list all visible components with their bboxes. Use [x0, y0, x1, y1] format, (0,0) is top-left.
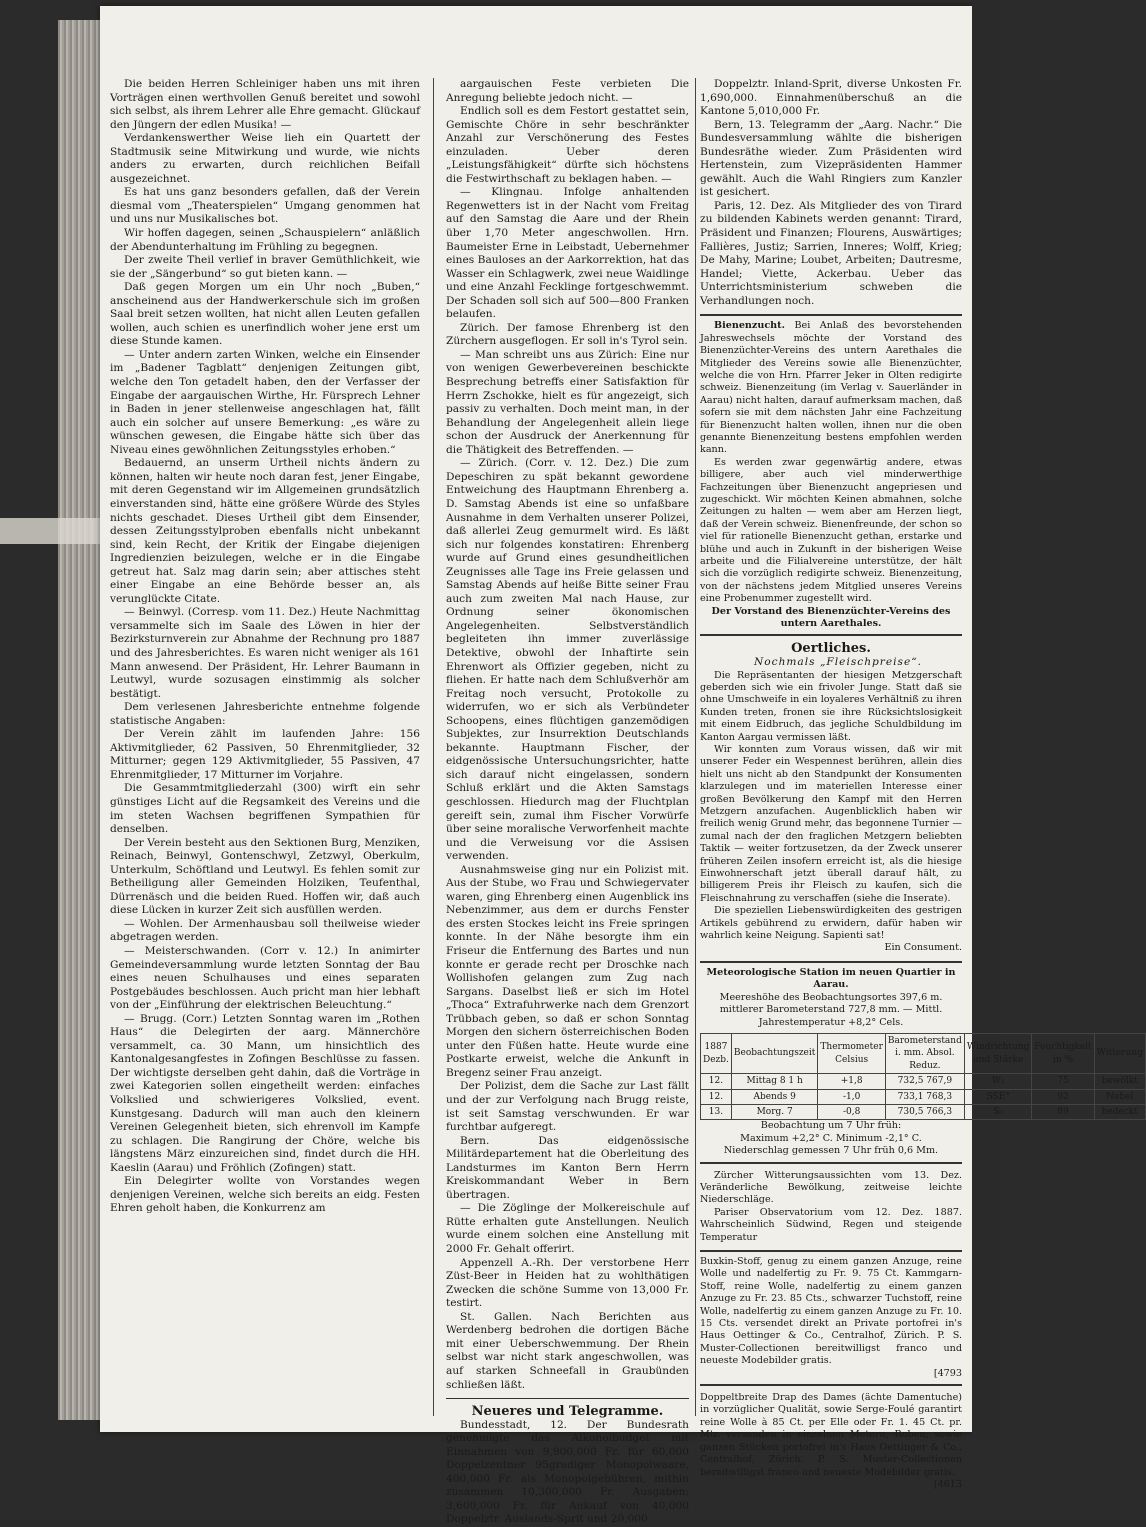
paragraph: — Brugg. (Corr.) Letzten Sonntag waren im „Rothen Haus“ die Delegirten der aarg. Männerchöre versammelt, ca. 30 Mann, um hinsichtlich des Kantonalgesangfestes in Zofingen Beschlüsse zu fassen. Der wichtigste derselben geht dahin, daß die Vorträge in zwei Kategorien sollen eingetheilt werden: einfaches Volkslied und schwierigeres Volkslied, event. Kunstgesang. Dadurch will man auch den kleinern Vereinen Gelegenheit bieten, sich ehrenvoll im Kampfe zu schlagen. Die Rangirung der Chöre, welche bis längstens März einzureichen sind, findet durch die HH. Kaeslin (Aarau) und Fröhlich (Zofingen) statt. [110, 1012, 420, 1174]
column-3 [700, 78, 1143, 1491]
advertisement-1 [700, 1250, 962, 1386]
meteo-table [700, 1033, 1146, 1120]
paragraph: — Klingnau. Infolge anhaltenden Regenwetters ist in der Nacht vom Freitag auf den Samstag die Aare und der Rhein über 1,70 Meter angeschwollen. Hrn. Baumeister Erne in Leibstadt, Uebernehmer eines Bauloses an der Aarkorrektion, hat das Wasser ein Schlagwerk, zwei neue Waidlinge und eine Anzahl Fecklinge fortgeschwemmt. Der Schaden soll sich auf 500—800 Franken belaufen. [446, 186, 689, 321]
col-header: Witterung [1094, 1033, 1145, 1073]
col-header: Barometerstand i. mm. Absol. Reduz. [885, 1033, 964, 1073]
paragraph: Der Polizist, dem die Sache zur Last fällt und der zur Verfolgung nach Brugg reiste, ist seit Samstag verschwunden. Er war furchtbar aufgeregt. [446, 1080, 689, 1134]
cell: 12. [701, 1074, 732, 1089]
col-header: Windrichtung und Stärke [964, 1033, 1032, 1073]
col-header: 1887 Dezb. [701, 1033, 732, 1073]
advertisement-2 [700, 1392, 962, 1491]
oertliches-signature: Ein Consument. [884, 942, 962, 954]
cell: Mittag 8 1 h [731, 1074, 817, 1089]
cell: -1,0 [818, 1089, 886, 1104]
paragraph: — Zürich. (Corr. v. 12. Dez.) Die zum Depeschiren zu spät bekannt gewordene Entweichung des Hauptmann Ehrenberg a. D. Samstag Abends ist eine so unfaßbare Ausnahme in dem Verhalten unserer Polizei, daß allerlei Zeug gemurmelt wird. Es läßt sich nur folgendes konstatiren: Ehrenberg wurde auf Grund eines gesundheitlichen Zeugnisses alle Tage ins Freie gelassen und Samstag Abends auf heiße Bitte seiner Frau auch zum zweiten Mal nach Hause, zur Ordnung seiner ökonomischen Angelegenheiten. Selbstverständlich begleiteten ihn immer zuverlässige Detektive, obwohl der Inhaftirte sein Ehrenwort als Offizier gegeben, nicht zu fliehen. Er hatte nach dem Schlußverhör am Freitag noch versucht, Protokolle zu widerrufen, wo er sich als Verbündeter Schoopens, eines flüchtigen ganzemödigen Subjektes, zur Insurrektion Deutschlands bekannte. Hauptmann Fischer, der eidgenössische Untersuchungsrichter, hatte sich darauf nicht eingelassen, sondern Schluß erklärt und die Akten Samstags geschlossen. Hiedurch mag der Fluchtplan gereift sein, zumal ihm Fischer Vorwürfe über seine moralische Verworfenheit machte und die Verweisung vor die Assisen verwenden. [446, 457, 689, 863]
oertliches-body [700, 670, 962, 955]
table-row [701, 1089, 1146, 1104]
cell: Nebel [1094, 1089, 1145, 1104]
ad-number: [4793 [933, 1367, 962, 1379]
paragraph: aargauischen Feste verbieten Die Anregung beliebte jedoch nicht. — [446, 78, 689, 104]
paragraph: Dem verlesenen Jahresberichte entnehme folgende statistische Angaben: [110, 701, 420, 727]
meteo-foot: Beobachtung um 7 Uhr früh: [760, 1120, 902, 1132]
oertliches-heading: Oertliches. [791, 641, 871, 657]
paragraph: Ausnahmsweise ging nur ein Polizist mit. Aus der Stube, wo Frau und Schwiegervater waren, ging Ehrenberg einen Augenblick ins Nebenzimmer, aus dem er durchs Fenster des ersten Stockes leicht ins Freie springen konnte. In der Nähe besorgte ihm ein Friseur die Entfernung des Bartes und nun konnte er gerade recht per Droschke nach Wollishofen gelangen zum Zug nach Sargans. Daselbst ließ er sich im Hotel „Thoca“ Extrafuhrwerke nach dem Grenzort Trübbach geben, so daß er schon Sonntag Morgen den sichern österreichischen Boden unter den Füßen hatte. Heute wurde eine Postkarte erweist, welche die Ankunft in Bregenz seiner Frau anzeigt. [446, 863, 689, 1079]
divider [446, 1398, 689, 1399]
paragraph: — Unter andern zarten Winken, welche ein Einsender im „Badener Tagblatt“ denjenigen Zeitungen gibt, welche den Ton getadelt haben, den der Verfasser der Eingabe der aargauischen Wirthe, Hr. Fürsprech Lehner in Baden in jener stellenweise angeschlagen hat, fällt auch ein solcher auf unsere Bemerkung: „es wäre zu wünschen gewesen, die Eingabe hätte sich über das Niveau eines gewöhnlichen Zeitungsstyles erhoben.“ [110, 348, 420, 456]
cell: 89 [1032, 1104, 1094, 1119]
cell: 733,1 768,3 [885, 1089, 964, 1104]
cell: 92 [1032, 1089, 1094, 1104]
paragraph: Die Repräsentanten der hiesigen Metzgerschaft geberden sich wie ein frivoler Junge. Statt daß sie ohne Umschweife in ein loyaleres Verhältniß zu ihren Kunden treten, fronen sie ihre Rücksichtslosigkeit mit einem Eidbruch, das jegliche Schuldbildung im Kanton Aargau vermissen läßt. [700, 669, 962, 743]
col-header: Beobachtungszeit [731, 1033, 817, 1073]
cell: Morg. 7 [731, 1104, 817, 1119]
meteo-foot: Maximum +2,2° C. Minimum -2,1° C. [740, 1132, 922, 1144]
paragraph: — Meisterschwanden. (Corr v. 12.) In animirter Gemeindeversammlung wurde letzten Sonntag der Bau eines neuen Schulhauses und eines separaten Postgebäudes beschlossen. Auch pricht man hier lebhaft von der „Einführung der elektrischen Beleuchtung.“ [110, 945, 420, 1012]
bienen-heading: Bienenzucht. [714, 320, 785, 332]
paragraph: Appenzell A.-Rh. Der verstorbene Herr Züst-Beer in Heiden hat zu wohlthätigen Zwecken die schöne Summe von 13,000 Fr. testirt. [446, 1256, 689, 1310]
bienenzucht-notice [700, 314, 962, 636]
book-edge [58, 20, 104, 1420]
cell: SSE° [964, 1089, 1032, 1104]
paragraph: Verdankenswerther Weise lieh ein Quartett der Stadtmusik seine Mitwirkung und wurde, wie nichts anders zu erwarten, durch reichlichen Beifall ausgezeichnet. [110, 132, 420, 185]
cell: 75 [1032, 1074, 1094, 1089]
paragraph: Die Gesammtmitgliederzahl (300) wirft ein sehr günstiges Licht auf die Regsamkeit des Vereins und die im steten Wachsen begriffenen Sympathien für denselben. [110, 782, 420, 836]
cell: bedeckt [1094, 1104, 1145, 1119]
scan-border [972, 0, 1000, 1439]
col-header: Feuchtigkeit in % [1032, 1033, 1094, 1073]
paragraph: Der zweite Theil verlief in braver Gemüthlichkeit, wie sie der „Sängerbund“ so gut bieten kann. — [110, 254, 420, 280]
paragraph: Die beiden Herren Schleiniger haben uns mit ihren Vorträgen einen werthvollen Genuß bereitet und sowohl sich selbst, als ihrem Lehrer alle Ehre gemacht. Glückauf den Jüngern der edlen Musika! — [110, 78, 420, 131]
bienen-signature: Der Vorstand des Bienenzüchter-Vereins des untern Aarethales. [711, 605, 951, 630]
paragraph: Doppelztr. Inland-Sprit, diverse Unkosten Fr. 1,690,000. Einnahmenüberschuß an die Kantone 5,010,000 Fr. [700, 78, 962, 118]
cell: bewölkt [1094, 1074, 1145, 1089]
paragraph: Ein Delegirter wollte von Vorstandes wegen denjenigen Vereinen, welche sich bereits an eidg. Festen Ehren geholt haben, die Konkurrenz am [110, 1175, 420, 1215]
cell: W₂ [964, 1074, 1032, 1089]
paragraph: — Die Zöglinge der Molkereischule auf Rütte erhalten gute Anstellungen. Neulich wurde einem solchen eine Anstellung mit 2000 Fr. Gehalt offerirt. [446, 1202, 689, 1256]
paragraph: — Beinwyl. (Corresp. vom 11. Dez.) Heute Nachmittag versammelte sich im Saale des Löwen in hier der Bezirksturnverein zur Abnahme der Rechnung pro 1887 und des Jahresberichtes. Es waren nicht weniger als 161 Mann anwesend. Der Präsident, Hr. Lehrer Baumann in Leutwyl, wurde sozusagen einstimmig als solcher bestätigt. [110, 606, 420, 700]
bienen-para [700, 320, 962, 456]
column-2 [446, 78, 689, 1527]
zuerich-forecast: Zürcher Witterungsaussichten vom 13. Dez. Veränderliche Bewölkung, zeitweise leichte Niederschläge. [700, 1169, 962, 1206]
paragraph: Die speziellen Liebenswürdigkeiten des gestrigen Artikels gebührend zu erwidern, dafür haben wir wahrlich keine Neigung. Sapienti sat! [700, 905, 962, 942]
paragraph: Bedauernd, an unserm Urtheil nichts ändern zu können, halten wir heute noch daran fest, jener Eingabe, mit deren Gegenstand wir im Allgemeinen grundsätzlich einverstanden sind, hätte eine größere Würde des Styles nichts geschadet. Dieses Urtheil gibt dem Einsender, dessen Zeitungsstylproben ebenfalls nicht unbekannt sind, kein Recht, der Kritik der Eingabe diejenigen Ingredienzien beizulegen, welche er in die Eingabe getreut hat. Salz mag darin sein; aber attisches steht einer Eingabe an eine Behörde besser an, als verunglückte Citate. [110, 457, 420, 605]
news-heading: Neueres und Telegramme. [471, 1404, 664, 1420]
cell: S₀ [964, 1104, 1032, 1119]
weather-forecasts [700, 1170, 962, 1244]
cell: 732,5 767,9 [885, 1074, 964, 1089]
ad-text: Doppeltbreite Drap des Dames (ächte Damentuche) in vorzüglicher Qualität, sowie Serge-Foulé garantirt reine Wolle à 85 Ct. per Elle oder Fr. 1. 45 Ct. pr. Mtr. versenden in einzelnen Metern, Roben, sowie ganzen Stücken portofrei in's Haus Oettinger & Co., Centralhof, Zürich. P. S. Muster-Collectionen bereitwilligst franco und neueste Modebilder gratis. [700, 1392, 962, 1478]
paragraph: Bern, 13. Telegramm der „Aarg. Nachr.“ Die Bundesversammlung wählte die bisherigen Bundesräthe wieder. Zum Präsidenten wird Hertenstein, zum Vizepräsidenten Hammer gewählt. Auch die Wahl Ringiers zum Kanzler ist gesichert. [700, 118, 962, 199]
paris-forecast: Pariser Observatorium vom 12. Dez. 1887. Wahrscheinlich Südwind, Regen und steigende Temperatur [700, 1206, 962, 1243]
paragraph: — Man schreibt uns aus Zürich: Eine nur von wenigen Gewerbevereinen beschickte Besprechung betreffs einer Satisfaktion für Herrn Zschokke, hielt es für angezeigt, sich passiv zu verhalten. Doch meint man, in der Behandlung der Angelegenheit allein liege schon der Ausdruck der Anerkennung für die Thätigkeit des Betreffenden. — [446, 348, 689, 456]
cell: 12. [701, 1089, 732, 1104]
paragraph: Paris, 12. Dez. Als Mitglieder des von Tirard zu bildenden Kabinets werden genannt: Tirard, Präsident und Finanzen; Flourens, Auswärtiges; Fallières, Justiz; Sarrien, Inneres; Wolff, Krieg; De Mahy, Marine; Loubet, Arbeiten; Dautresme, Handel; Viette, Ackerbau. Ueber das Unterrichtsministerium schweben die Verhandlungen noch. [700, 199, 962, 307]
meteo-box [700, 961, 1143, 1164]
paragraph: Der Verein besteht aus den Sektionen Burg, Menziken, Reinach, Beinwyl, Gontenschwyl, Zetzwyl, Oberkulm, Unterkulm, Schöftland und Leutwyl. Es fehlen somit zur Betheiligung aller Gemeinden Holziken, Teufenthal, Dürrenäsch und die beiden Rued. Hoffen wir, daß auch diese Lücken in kurzer Zeit sich ausfüllen werden. [110, 836, 420, 917]
ad-number: [4613 [933, 1478, 962, 1490]
cell: 13. [701, 1104, 732, 1119]
oertliches-subheading: Nochmals „Fleischpreise“. [753, 656, 923, 668]
paper-tear [0, 518, 100, 544]
ad-text: Buxkin-Stoff, genug zu einem ganzen Anzuge, reine Wolle und nadelfertig zu Fr. 9. 75 Ct. Kammgarn-Stoff, reine Wolle, nadelfertig zu einem ganzen Anzuge zu Fr. 23. 85 Cts., schwarzer Tuchstoff, reine Wolle, nadelfertig zu einem ganzen Anzuge zu Fr. 10. 15 Cts. versendet direkt an Private portofrei in's Haus Oettinger & Co., Centralhof, Zürich. P. S. Muster-Collectionen bereitwilligst franco und neueste Modebilder gratis. [700, 1256, 962, 1367]
column-rule-2 [695, 78, 696, 1416]
paragraph: Wir konnten zum Voraus wissen, daß wir mit unserer Feder ein Wespennest berühren, allein dies hielt uns nicht ab den Standpunkt der Konsumenten klarzulegen und im materiellen Interesse einer großen Bevölkerung den Kampf mit den Herren Metzgern anzufachen. Augenblicklich haben wir freilich wenig Grund mehr, das begonnene Turnier — zumal nach der den fraglichen Metzgern beliebten Taktik — weiter fortzusetzen, da der Zweck unserer früheren Zeilen insofern erreicht ist, als die hiesige Einwohnerschaft jetzt überall darauf hält, zu billigerem Preis ihr Fleisch zu kaufen, sich die Fleischnahrung zu verschaffen (siehe die Inserate). [700, 743, 962, 904]
table-row [701, 1074, 1146, 1089]
table-row [701, 1104, 1146, 1119]
paragraph: Bundesstadt, 12. Der Bundesrath genehmigte das Alkoholbudget mit Einnahmen von 9,900,000 Fr. für 60,000 Doppelzentner 95gradiger Monopolwaare, 400,000 Fr. als Monopolgebühren, mithin zusammen 10,300,000 Fr. Ausgaben: 3,600,000 Fr. für Ankauf von 40,000 Doppelztr. Auslands-Sprit und 20,000 [446, 1418, 689, 1526]
cell: 730,5 766,3 [885, 1104, 964, 1119]
cell: +1,8 [818, 1074, 886, 1089]
paragraph: Zürich. Der famose Ehrenberg ist den Zürchern ausgeflogen. Er soll in's Tyrol sein. [446, 321, 689, 348]
paragraph: — Wohlen. Der Armenhausbau soll theilweise wieder abgetragen werden. [110, 917, 420, 944]
paragraph: Daß gegen Morgen um ein Uhr noch „Buben,“ anscheinend aus der Handwerkerschule sich im großen Saal breit setzen wollten, hat nicht allen Leuten gefallen wollen, auch schien es unerfindlich woher jene erst um diese Stunde kamen. [110, 281, 420, 348]
meteo-title: Meteorologische Station im neuen Quartier in Aarau. [706, 966, 956, 991]
meteo-info: Meereshöhe des Beobachtungsortes 397,6 m. mittlerer Barometerstand 727,8 mm. — Mittl. Jahrestemperatur +8,2° Cels. [719, 991, 943, 1028]
paragraph: St. Gallen. Nach Berichten aus Werdenberg bedrohen die dortigen Bäche mit einer Ueberschwemmung. Der Rhein selbst war nicht stark angeschwollen, was auf starken Schneefall in Graubünden schließen läßt. [446, 1310, 689, 1391]
cell: -0,8 [818, 1104, 886, 1119]
bienen-text: Bei Anlaß des bevorstehenden Jahreswechsels möchte der Vorstand des Bienenzüchter-Vereins des untern Aarethales die Mitglieder des Vereins sowie alle Bienenzüchter, welche die von Hrn. Pfarrer Jeker in Olten redigirte schweiz. Bienenzeitung (im Verlag v. Sauerländer in Aarau) nicht halten, darauf aufmerksam machen, daß sofern sie mit dem nächsten Jahr eine Fachzeitung für Bienenzucht halten wollen, ihnen nur die oben genannte Bienenzeitung bestens empfohlen werden kann. [700, 320, 962, 456]
col-header: Thermometer Celsius [818, 1033, 886, 1073]
paragraph: Bern. Das eidgenössische Militärdepartement hat die Oberleitung des Landsturmes im Kanton Bern Herrn Kreiskommandant Weber in Bern übertragen. [446, 1134, 689, 1201]
cell: Abends 9 [731, 1089, 817, 1104]
column-1 [110, 78, 420, 1216]
column-rule-1 [433, 78, 434, 1416]
bienen-para: Es werden zwar gegenwärtig andere, etwas billigere, aber auch viel minderwerthige Fachzeitungen über Bienenzucht angepriesen und zugeschickt. Wir möchten Keinen abmahnen, solche Zeitungen zu halten — wem aber am Herzen liegt, daß der Verein schweiz. Bienenfreunde, der schon so viel für rationelle Bienenzucht gethan, erstarke und blühe und auch in Zukunft in der bisherigen Weise arbeite und die Filialvereine unterstütze, der hält sich die vorzüglich redigirte schweiz. Bienenzeitung, von der nächstens jedem Mitglied unseres Vereins eine Probenummer zugestellt wird. [700, 456, 962, 605]
paragraph: Wir hoffen dagegen, seinen „Schauspielern“ anläßlich der Abendunterhaltung im Frühling zu begegnen. [110, 227, 420, 253]
paragraph: Der Verein zählt im laufenden Jahre: 156 Aktivmitglieder, 62 Passiven, 50 Ehrenmitglieder, 32 Mitturner; gegen 129 Aktivmitglieder, 55 Passiven, 47 Ehrenmitglieder, 17 Mitturner im Vorjahre. [110, 728, 420, 781]
paragraph: Es hat uns ganz besonders gefallen, daß der Verein diesmal vom „Theaterspielen“ Umgang genommen hat und uns nur Musikalisches bot. [110, 186, 420, 226]
meteo-foot: Niederschlag gemessen 7 Uhr früh 0,6 Mm. [723, 1145, 939, 1157]
paragraph: Endlich soll es dem Festort gestattet sein, Gemischte Chöre in sehr beschränkter Anzahl zur Verschönerung des Festes einzuladen. Ueber deren „Leistungsfähigkeit“ dürfte sich höchstens die Festwirthschaft zu beklagen haben. — [446, 105, 689, 185]
table-header-row [701, 1033, 1146, 1073]
